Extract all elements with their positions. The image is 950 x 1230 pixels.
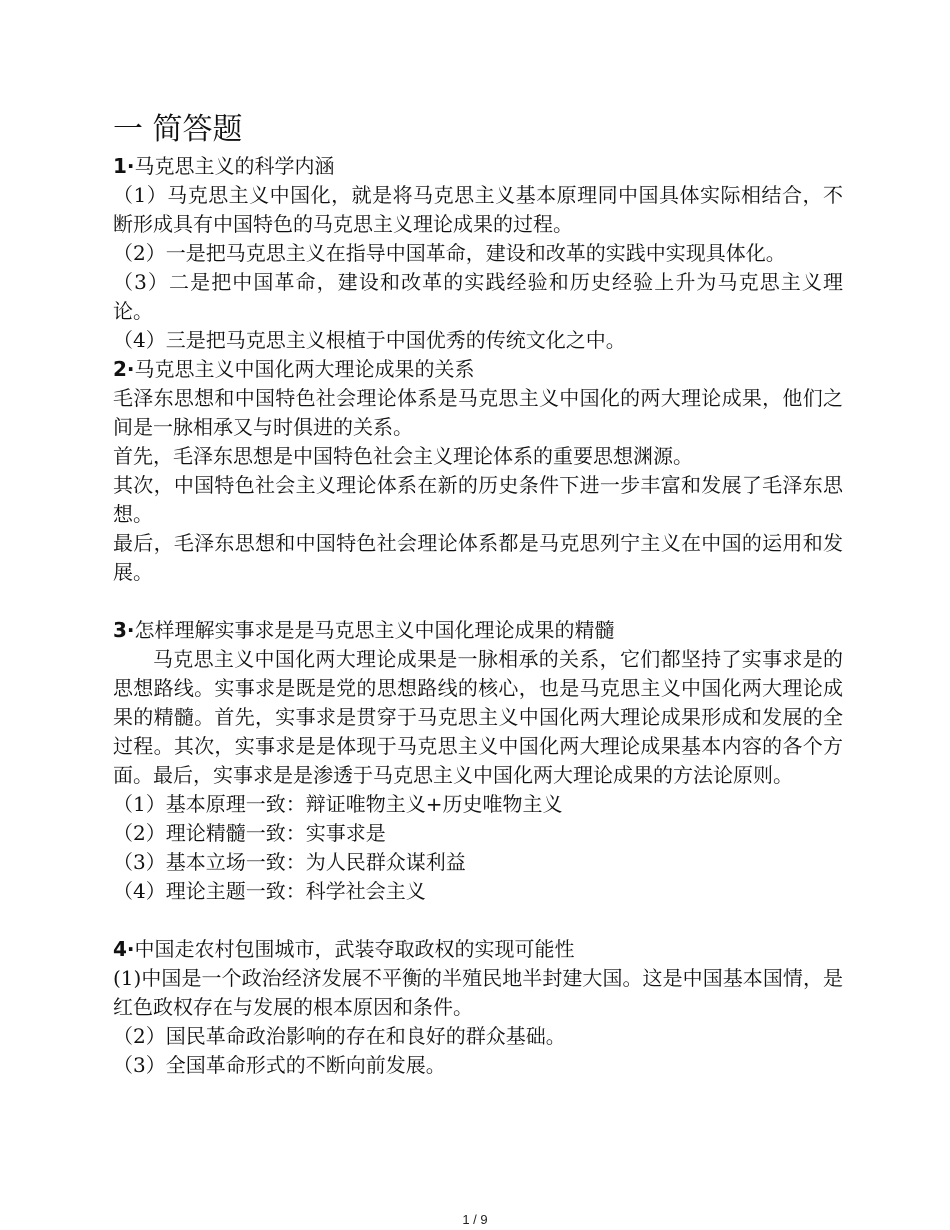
answer-paragraph: （2）国民革命政治影响的存在和良好的群众基础。 [113, 1024, 566, 1048]
answer-paragraph: （3）全国革命形式的不断向前发展。 [113, 1053, 446, 1077]
question-4 [113, 935, 843, 1080]
question-title-text: 马克思主义中国化两大理论成果的关系 [134, 357, 475, 381]
section-heading: 一 简答题 [113, 112, 243, 147]
answer-paragraph: 其次，中国特色社会主义理论体系在新的历史条件下进一步丰富和发展了毛泽东思想。 [113, 473, 843, 526]
question-title-text: 怎样理解实事求是是马克思主义中国化理论成果的精髓 [134, 618, 615, 642]
question-number: 2· [113, 357, 135, 381]
answer-paragraph: （4）三是把马克思主义根植于中国优秀的传统文化之中。 [113, 328, 626, 352]
question-4-title [113, 935, 843, 964]
answer-paragraph: （3）二是把中国革命，建设和改革的实践经验和历史经验上升为马克思主义理论。 [113, 270, 843, 323]
question-1 [113, 152, 843, 355]
question-number: 1· [113, 154, 135, 178]
answer-paragraph: (1)中国是一个政治经济发展不平衡的半殖民地半封建大国。这是中国基本国情，是红色政权存在与发展的根本原因和条件。 [113, 966, 843, 1019]
answer-item: （2）理论精髓一致：实事求是 [113, 821, 386, 845]
answer-item: （1）基本原理一致：辩证唯物主义+历史唯物主义 [113, 792, 563, 816]
answer-item: （4）理论主题一致：科学社会主义 [113, 879, 426, 903]
answer-item: （3）基本立场一致：为人民群众谋利益 [113, 850, 466, 874]
question-3 [113, 616, 843, 906]
answer-paragraph: （1）马克思主义中国化，就是将马克思主义基本原理同中国具体实际相结合，不断形成具有中国特色的马克思主义理论成果的过程。 [113, 183, 843, 236]
answer-paragraph: （2）一是把马克思主义在指导中国革命，建设和改革的实践中实现具体化。 [113, 241, 786, 265]
question-title-text: 马克思主义的科学内涵 [134, 154, 335, 178]
document-page [113, 110, 843, 1080]
blank-line [113, 906, 843, 935]
answer-paragraph: 首先，毛泽东思想是中国特色社会主义理论体系的重要思想渊源。 [113, 444, 693, 468]
answer-paragraph: 毛泽东思想和中国特色社会理论体系是马克思主义中国化的两大理论成果，他们之间是一脉相承又与时俱进的关系。 [113, 386, 843, 439]
answer-body: 马克思主义中国化两大理论成果是一脉相承的关系，它们都坚持了实事求是的思想路线。实事求是既是党的思想路线的核心，也是马克思主义中国化两大理论成果的精髓。首先，实事求是贯穿于马克思主义中国化两大理论成果形成和发展的全过程。其次，实事求是是体现于马克思主义中国化两大理论成果基本内容的各个方面。最后，实事求是是渗透于马克思主义中国化两大理论成果的方法论原则。 [113, 647, 843, 787]
question-2 [113, 355, 843, 587]
page-indicator: 1 / 9 [462, 1212, 488, 1227]
question-number: 3· [113, 618, 135, 642]
blank-line [113, 587, 843, 616]
answer-paragraph: 最后，毛泽东思想和中国特色社会理论体系都是马克思列宁主义在中国的运用和发展。 [113, 531, 843, 584]
question-1-title [113, 152, 843, 181]
question-number: 4· [113, 937, 135, 961]
question-2-title [113, 355, 843, 384]
question-3-title [113, 616, 843, 645]
question-title-text: 中国走农村包围城市，武装夺取政权的实现可能性 [134, 937, 575, 961]
